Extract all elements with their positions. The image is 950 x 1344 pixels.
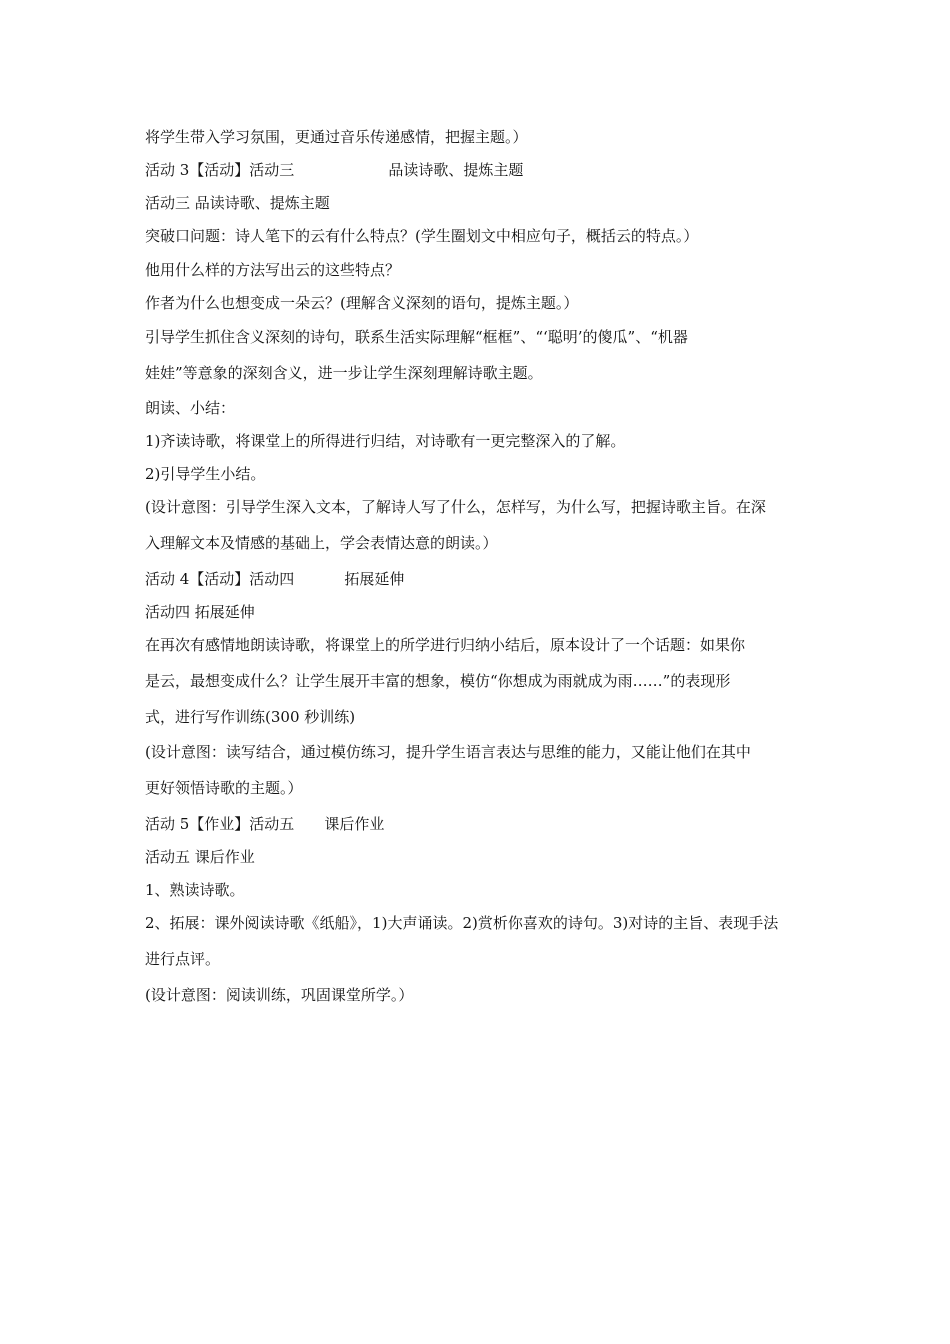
section-title: 活动三 品读诗歌、提炼主题: [145, 194, 330, 212]
activity-4-label: 活动 4【活动】活动四: [145, 570, 295, 588]
activity-3-label: 活动 3【活动】活动三: [145, 161, 295, 179]
text-line: 作者为什么也想变成一朵云？(理解含义深刻的语句，提炼主题。）: [145, 294, 579, 312]
activity-3-heading: [145, 160, 810, 180]
section-title: 活动五 课后作业: [145, 848, 255, 866]
text-line: 1、熟读诗歌。: [145, 881, 245, 899]
text-line: 引导学生抓住含义深刻的诗句，联系生活实际理解“框框”、“‘聪明’的傻瓜”、“机器: [145, 328, 688, 346]
text-line: 2、拓展：课外阅读诗歌《纸船》，1)大声诵读。2)赏析你喜欢的诗句。3)对诗的主旨、表现手法: [145, 914, 779, 932]
text-line: (设计意图：引导学生深入文本，了解诗人写了什么，怎样写，为什么写，把握诗歌主旨。在深: [145, 498, 766, 516]
text-line: 是云，最想变成什么？让学生展开丰富的想象，模仿“你想成为雨就成为雨……”的表现形: [145, 672, 731, 690]
text-line: 朗读、小结：: [145, 399, 236, 417]
text-line: 2)引导学生小结。: [145, 465, 266, 483]
text-line: 在再次有感情地朗读诗歌，将课堂上的所学进行归纳小结后，原本设计了一个话题：如果你: [145, 636, 746, 654]
activity-5-heading: [145, 814, 810, 834]
activity-4-heading: [145, 569, 810, 589]
activity-3-title: 品读诗歌、提炼主题: [388, 161, 524, 179]
text-line: 突破口问题：诗人笔下的云有什么特点？(学生圈划文中相应句子，概括云的特点。）: [145, 227, 699, 245]
text-line: (设计意图：读写结合，通过模仿练习，提升学生语言表达与思维的能力，又能让他们在其中: [145, 743, 751, 761]
text-line: 1)齐读诗歌，将课堂上的所得进行归结，对诗歌有一更完整深入的了解。: [145, 432, 626, 450]
text-line: 他用什么样的方法写出云的这些特点？: [145, 261, 401, 279]
text-line: 将学生带入学习氛围，更通过音乐传递感情，把握主题。）: [145, 128, 528, 146]
text-line: 更好领悟诗歌的主题。）: [145, 779, 303, 797]
activity-5-label: 活动 5【作业】活动五: [145, 815, 295, 833]
text-line: 娃娃”等意象的深刻含义，进一步让学生深刻理解诗歌主题。: [145, 364, 543, 382]
text-line: 式，进行写作训练(300 秒训练): [145, 708, 356, 726]
text-line: 进行点评。: [145, 950, 221, 968]
activity-5-title: 课后作业: [324, 815, 385, 833]
text-line: 入理解文本及情感的基础上，学会表情达意的朗读。）: [145, 534, 498, 552]
activity-4-title: 拓展延伸: [344, 570, 405, 588]
text-line: (设计意图：阅读训练，巩固课堂所学。）: [145, 986, 414, 1004]
section-title: 活动四 拓展延伸: [145, 603, 255, 621]
